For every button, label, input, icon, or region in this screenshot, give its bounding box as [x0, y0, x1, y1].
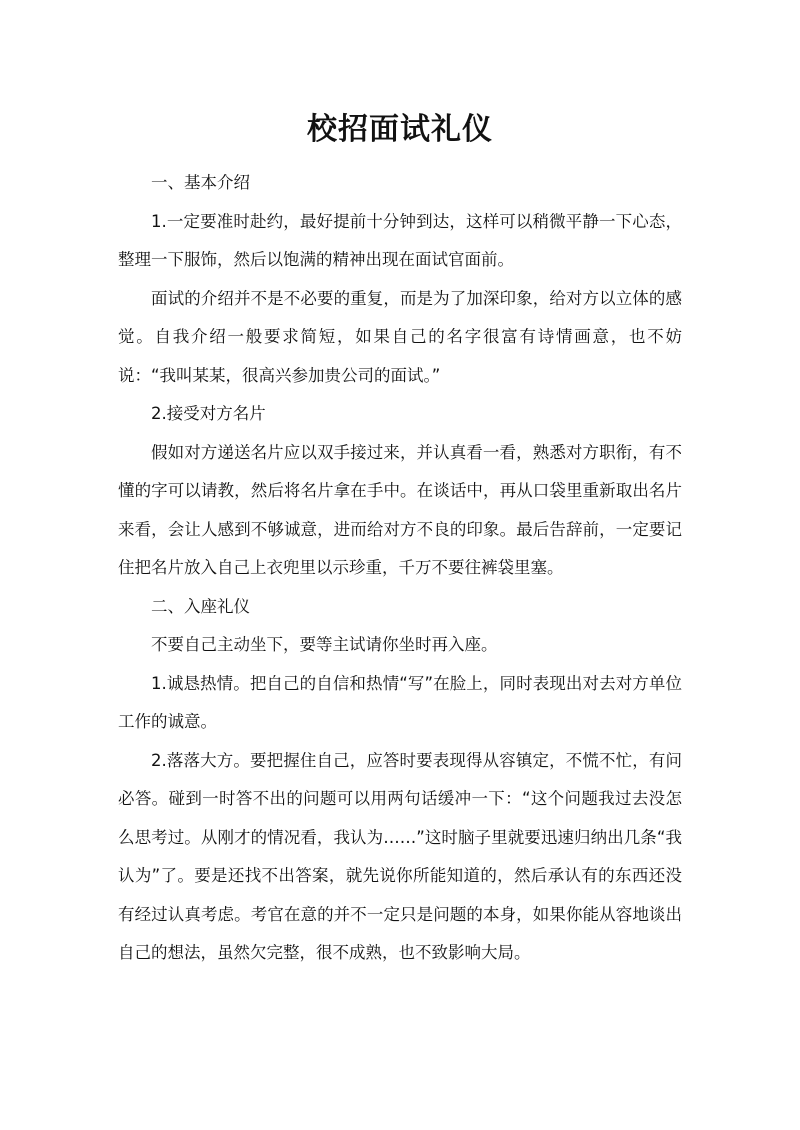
section-heading-basic-intro: 一、基本介绍: [151, 173, 250, 192]
paragraph-composure: 2.落落大方。要把握住自己，应答时要表现得从容镇定，不慌不忙，有问必答。碰到一时答不出的问题可以用两句话缓冲一下：“这个问题我过去没怎么思考过。从刚才的情况看，我认为……”这时脑子里就要迅速归纳出几条“我认为”了。要是还找不出答案，就先说你所能知道的，然后承认有的东西还没有经过认真考虑。考官在意的并不一定只是问题的本身，如果你能从容地谈出自己的想法，虽然欠完整，很不成熟，也不致影响大局。: [118, 750, 682, 962]
paragraph-self-introduction: 面试的介绍并不是不必要的重复，而是为了加深印象，给对方以立体的感觉。自我介绍一般要求简短，如果自己的名字很富有诗情画意，也不妨说：“我叫某某，很高兴参加贵公司的面试。”: [118, 288, 682, 385]
paragraph-punctuality: 1.一定要准时赴约，最好提前十分钟到达，这样可以稍微平静一下心态，整理一下服饰，然后以饱满的精神出现在面试官面前。: [118, 211, 682, 269]
subheading-business-card: 2.接受对方名片: [151, 404, 266, 423]
document-title: 校招面试礼仪: [307, 112, 493, 147]
section-heading-seating: 二、入座礼仪: [151, 596, 250, 616]
document-body: [118, 164, 682, 973]
paragraph-sincere-warmth: 1.诚恳热情。把自己的自信和热情“写”在脸上，同时表现出对去对方单位工作的诚意。: [118, 673, 682, 731]
paragraph-business-card: 假如对方递送名片应以双手接过来，并认真看一看，熟悉对方职衔，有不懂的字可以请教，然后将名片拿在手中。在谈话中，再从口袋里重新取出名片来看，会让人感到不够诚意，进而给对方不良的印象。最后告辞前，一定要记住把名片放入自己上衣兜里以示珍重，千万不要往裤袋里塞。: [118, 442, 682, 577]
paragraph-wait-to-sit: 不要自己主动坐下，要等主试请你坐时再入座。: [151, 635, 498, 654]
